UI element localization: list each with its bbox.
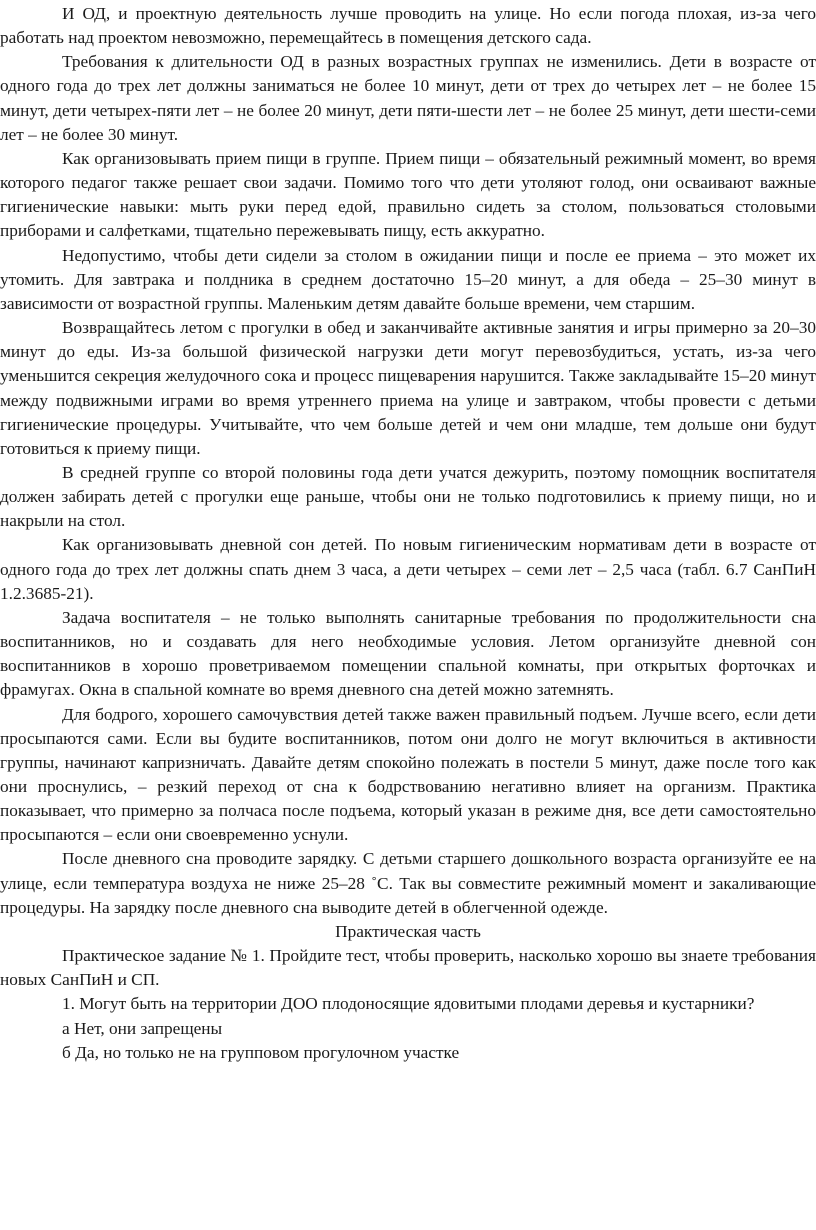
paragraph-return-from-walk: Возвращайтесь летом с прогулки в обед и заканчивайте активные занятия и игры примерно за 20–30 минут до еды. Из-за большой физической нагрузки дети могут перевозбудиться, устать, из-за чего уменьшится секреция желудочного сока и процесс пищеварения нарушится. Также закладывайте 15–20 минут между подвижными играми во время утреннего приема на улице и завтраком, чтобы провести с детьми гигиенические процедуры. Учитывайте, что чем больше детей и чем они младше, тем дольше они будут готовиться к приему пищи. [0, 318, 816, 458]
paragraph-daytime-sleep: Как организовывать дневной сон детей. По новым гигиеническим нормативам дети в возрасте от одного года до трех лет должны спать днем 3 часа, а дети четырех – семи лет – 2,5 часа (табл. 6.7 СанПиН 1.2.3685-21). [0, 535, 816, 603]
paragraph-meal-time: Недопустимо, чтобы дети сидели за столом в ожидании пищи и после ее приема – это может их утомить. Для завтрака и полдника в среднем достаточно 15–20 минут, а для обеда – 25–30 минут в зависимости от возрастной группы. Маленьким детям давайте больше времени, чем старшим. [0, 245, 816, 313]
paragraph-od-duration: Требования к длительности ОД в разных возрастных группах не изменились. Дети в возрасте от одного года до трех лет должны заниматься не более 10 минут, дети от трех до четырех лет – не более 15 минут, дети четырех-пяти лет – не более 20 минут, дети пяти-шести лет – не более 25 минут, дети шести-семи лет – не более 30 минут. [0, 52, 816, 144]
paragraph-meals: Как организовывать прием пищи в группе. Прием пищи – обязательный режимный момент, во время которого педагог также решает свои задачи. Помимо того что дети утоляют голод, они осваивают важные гигиенические навыки: мыть руки перед едой, правильно сидеть за столом, пользоваться столовыми приборами и салфетками, тщательно пережевывать пищу, есть аккуратно. [0, 148, 816, 241]
paragraph-duty: В средней группе со второй половины года дети учатся дежурить, поэтому помощник воспитателя должен забирать детей с прогулки еще раньше, чтобы они не только подготовились к приему пищи, но и накрыли на стол. [0, 462, 816, 531]
task-text: Практическое задание № 1. Пройдите тест, чтобы проверить, насколько хорошо вы знаете требования новых СанПиН и СП. [0, 946, 816, 990]
section-heading: Практическая часть [335, 921, 481, 941]
paragraph-sleep-conditions: Задача воспитателя – не только выполнять санитарные требования по продолжительности сна воспитанников, но и создавать для него необходимые условия. Летом организуйте дневной сон воспитанников в хорошо проветриваемом помещении спальной комнаты, при открытых форточках и фрамугах. Окна в спальной комнате во время дневного сна детей можно затемнять. [0, 607, 816, 700]
paragraph-od-outdoors: И ОД, и проектную деятельность лучше проводить на улице. Но если погода плохая, из-за чего работать над проектом невозможно, перемещайтесь в помещения детского сада. [0, 4, 816, 48]
question-1-option-b: б Да, но только не на групповом прогулочном участке [62, 1042, 460, 1062]
paragraph-exercise: После дневного сна проводите зарядку. С детьми старшего дошкольного возраста организуйте ее на улице, если температура воздуха не ниже 25–28 ˚С. Так вы совместите режимный момент и закаливающие процедуры. На зарядку после дневного сна выводите детей в облегченной одежде. [0, 849, 816, 917]
paragraph-wake-up: Для бодрого, хорошего самочувствия детей также важен правильный подъем. Лучше всего, если дети просыпаются сами. Если вы будите воспитанников, потом они долго не могут включиться в активности группы, начинают капризничать. Давайте детям спокойно полежать в постели 5 минут, даже после того как они проснулись, – резкий переход от сна к бодрствованию негативно влияет на организм. Практика показывает, что примерно за полчаса после подъема, который указан в режиме дня, все дети самостоятельно просыпаются – если они своевременно уснули. [0, 704, 816, 845]
question-1-option-a: а Нет, они запрещены [62, 1018, 223, 1038]
question-1-text: 1. Могут быть на территории ДОО плодоносящие ядовитыми плодами деревья и кустарники? [62, 994, 755, 1014]
